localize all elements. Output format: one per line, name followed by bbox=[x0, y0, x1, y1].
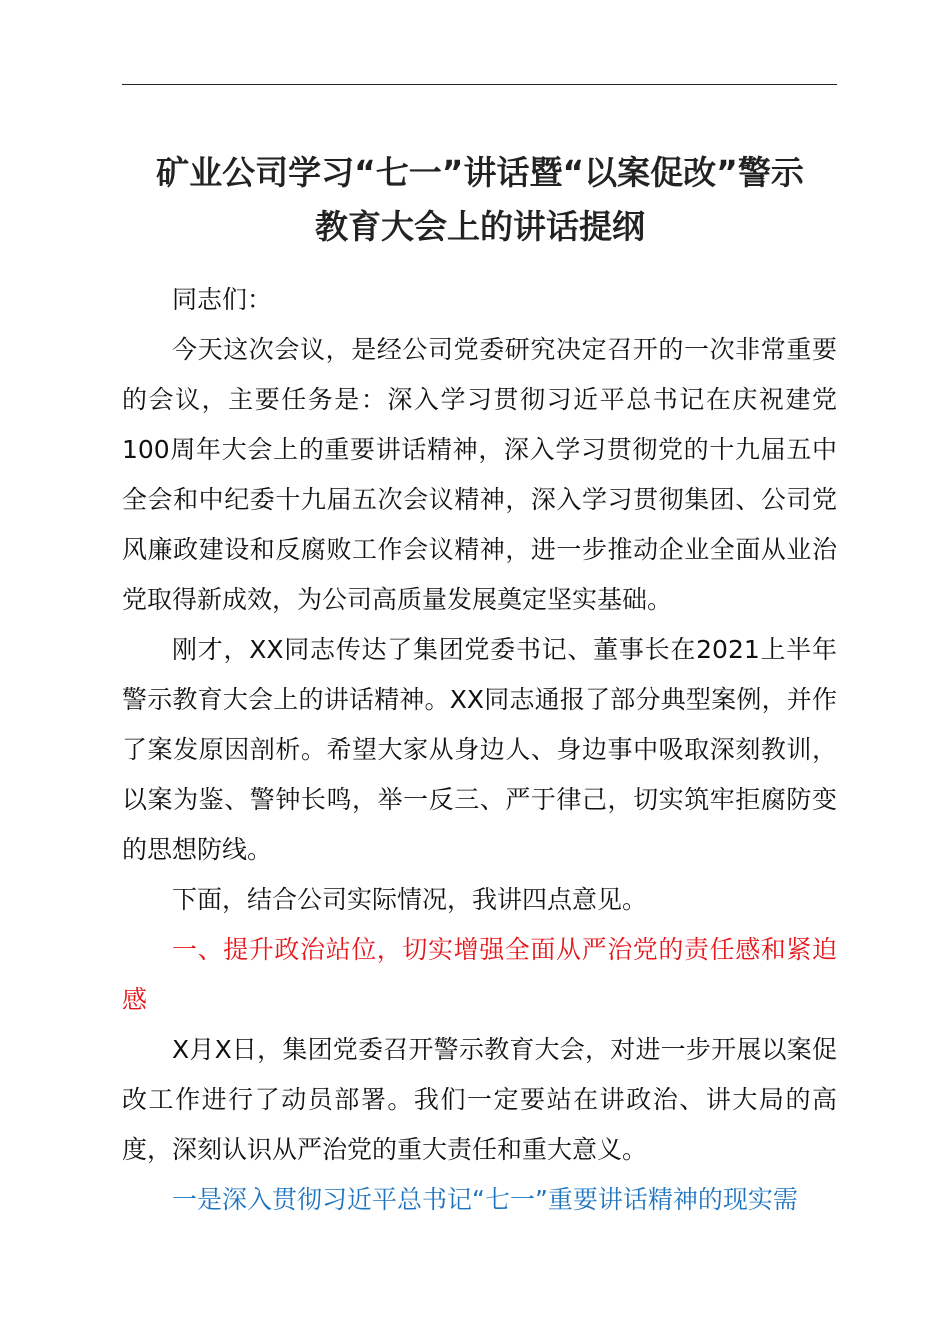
header-rule bbox=[122, 84, 837, 85]
paragraph-transition: 下面，结合公司实际情况，我讲四点意见。 bbox=[172, 885, 648, 914]
greeting: 同志们： bbox=[172, 285, 273, 314]
paragraph-recap: 刚才，XX同志传达了集团党委书记、董事长在2021上半年警示教育大会上的讲话精神。XX同志通报了部分典型案例，并作了案发原因剖析。希望大家从身边人、身边事中吸取深刻教训，以案为鉴、警钟长鸣，举一反三、严于律己，切实筑牢拒腐防变的思想防线。 bbox=[122, 635, 837, 864]
section-1-paragraph: X月X日，集团党委召开警示教育大会，对进一步开展以案促改工作进行了动员部署。我们一定要站在讲政治、讲大局的高度，深刻认识从严治党的重大责任和重大意义。 bbox=[122, 1035, 837, 1164]
title-line-2: 教育大会上的讲话提纲 bbox=[315, 207, 645, 246]
subheading-1: 一是深入贯彻习近平总书记“七一”重要讲话精神的现实需 bbox=[172, 1185, 798, 1214]
paragraph-intro: 今天这次会议，是经公司党委研究决定召开的一次非常重要的会议，主要任务是：深入学习贯彻习近平总书记在庆祝建党100周年大会上的重要讲话精神，深入学习贯彻党的十九届五中全会和中纪委十九届五次会议精神，深入学习贯彻集团、公司党风廉政建设和反腐败工作会议精神，进一步推动企业全面从业治党取得新成效，为公司高质量发展奠定坚实基础。 bbox=[122, 335, 837, 614]
document-title bbox=[100, 146, 860, 254]
section-heading-1: 一、提升政治站位，切实增强全面从严治党的责任感和紧迫感 bbox=[122, 935, 837, 1014]
document-body bbox=[122, 275, 837, 1225]
title-line-1: 矿业公司学习“七一”讲话暨“以案促改”警示 bbox=[156, 153, 804, 192]
